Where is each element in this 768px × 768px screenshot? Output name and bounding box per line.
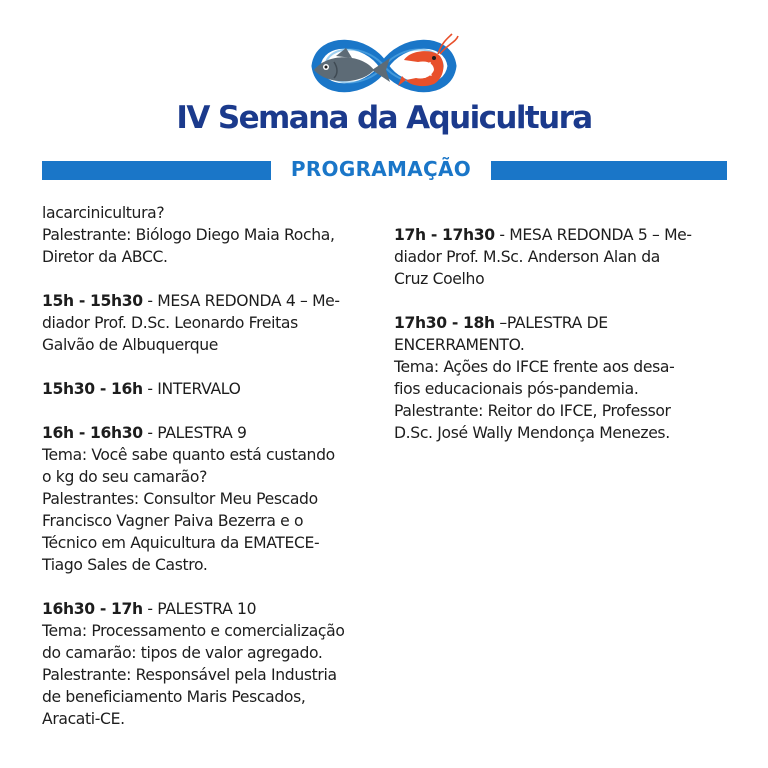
text-line: Tiago Sales de Castro. [42, 556, 208, 574]
text-line: do camarão: tipos de valor agregado. [42, 644, 323, 662]
time-slot: 15h - 15h30 [42, 292, 143, 310]
text-line: Palestrante: Responsável pela Industria [42, 666, 337, 684]
section-bar-left [42, 161, 271, 180]
text-line: Cruz Coelho [394, 270, 485, 288]
aquicultura-logo [306, 30, 462, 102]
item-heading: - MESA REDONDA 5 – Me- [494, 226, 692, 244]
item-heading: - PALESTRA 10 [142, 600, 257, 618]
text-line: Técnico em Aquicultura da EMATECE- [42, 534, 320, 552]
text-line: de beneficiamento Maris Pescados, [42, 688, 306, 706]
text-line: Galvão de Albuquerque [42, 336, 219, 354]
text-line: lacarcinicultura? [42, 204, 165, 222]
event-title: IV Semana da Aquicultura [176, 100, 592, 136]
text-line: Francisco Vagner Paiva Bezerra e o [42, 512, 304, 530]
text-line: Palestrantes: Consultor Meu Pescado [42, 490, 318, 508]
schedule-item [42, 202, 382, 268]
schedule-column-right [394, 224, 734, 466]
item-heading: - INTERVALO [142, 380, 241, 398]
schedule-item [42, 598, 382, 730]
time-slot: 15h30 - 16h [42, 380, 143, 398]
schedule-column-left [42, 202, 382, 752]
text-line: diador Prof. D.Sc. Leonardo Freitas [42, 314, 298, 332]
item-heading: - MESA REDONDA 4 – Me- [142, 292, 340, 310]
schedule-item [42, 378, 382, 400]
text-line [394, 312, 734, 334]
text-line [394, 224, 734, 246]
text-line [42, 378, 382, 400]
text-line [42, 598, 382, 620]
schedule-item [42, 290, 382, 356]
text-line: ENCERRAMENTO. [394, 336, 525, 354]
section-title: PROGRAMAÇÃO [290, 157, 472, 181]
time-slot: 17h - 17h30 [394, 226, 495, 244]
text-line: D.Sc. José Wally Mendonça Menezes. [394, 424, 670, 442]
text-line: Palestrante: Biólogo Diego Maia Rocha, [42, 226, 335, 244]
text-line: Diretor da ABCC. [42, 248, 168, 266]
schedule-item [394, 224, 734, 290]
item-heading: –PALESTRA DE [494, 314, 608, 332]
time-slot: 16h - 16h30 [42, 424, 143, 442]
item-heading: - PALESTRA 9 [142, 424, 247, 442]
text-line: Aracati-CE. [42, 710, 125, 728]
schedule-item [42, 422, 382, 576]
text-line [42, 422, 382, 444]
text-line: o kg do seu camarão? [42, 468, 207, 486]
text-line [42, 290, 382, 312]
time-slot: 16h30 - 17h [42, 600, 143, 618]
text-line: Tema: Você sabe quanto está custando [42, 446, 335, 464]
text-line: Tema: Ações do IFCE frente aos desa- [394, 358, 675, 376]
text-line: Tema: Processamento e comercialização [42, 622, 345, 640]
text-line: diador Prof. M.Sc. Anderson Alan da [394, 248, 660, 266]
text-line: Palestrante: Reitor do IFCE, Professor [394, 402, 671, 420]
section-bar-right [491, 161, 727, 180]
text-line: fios educacionais pós-pandemia. [394, 380, 639, 398]
schedule-item [394, 312, 734, 444]
time-slot: 17h30 - 18h [394, 314, 495, 332]
